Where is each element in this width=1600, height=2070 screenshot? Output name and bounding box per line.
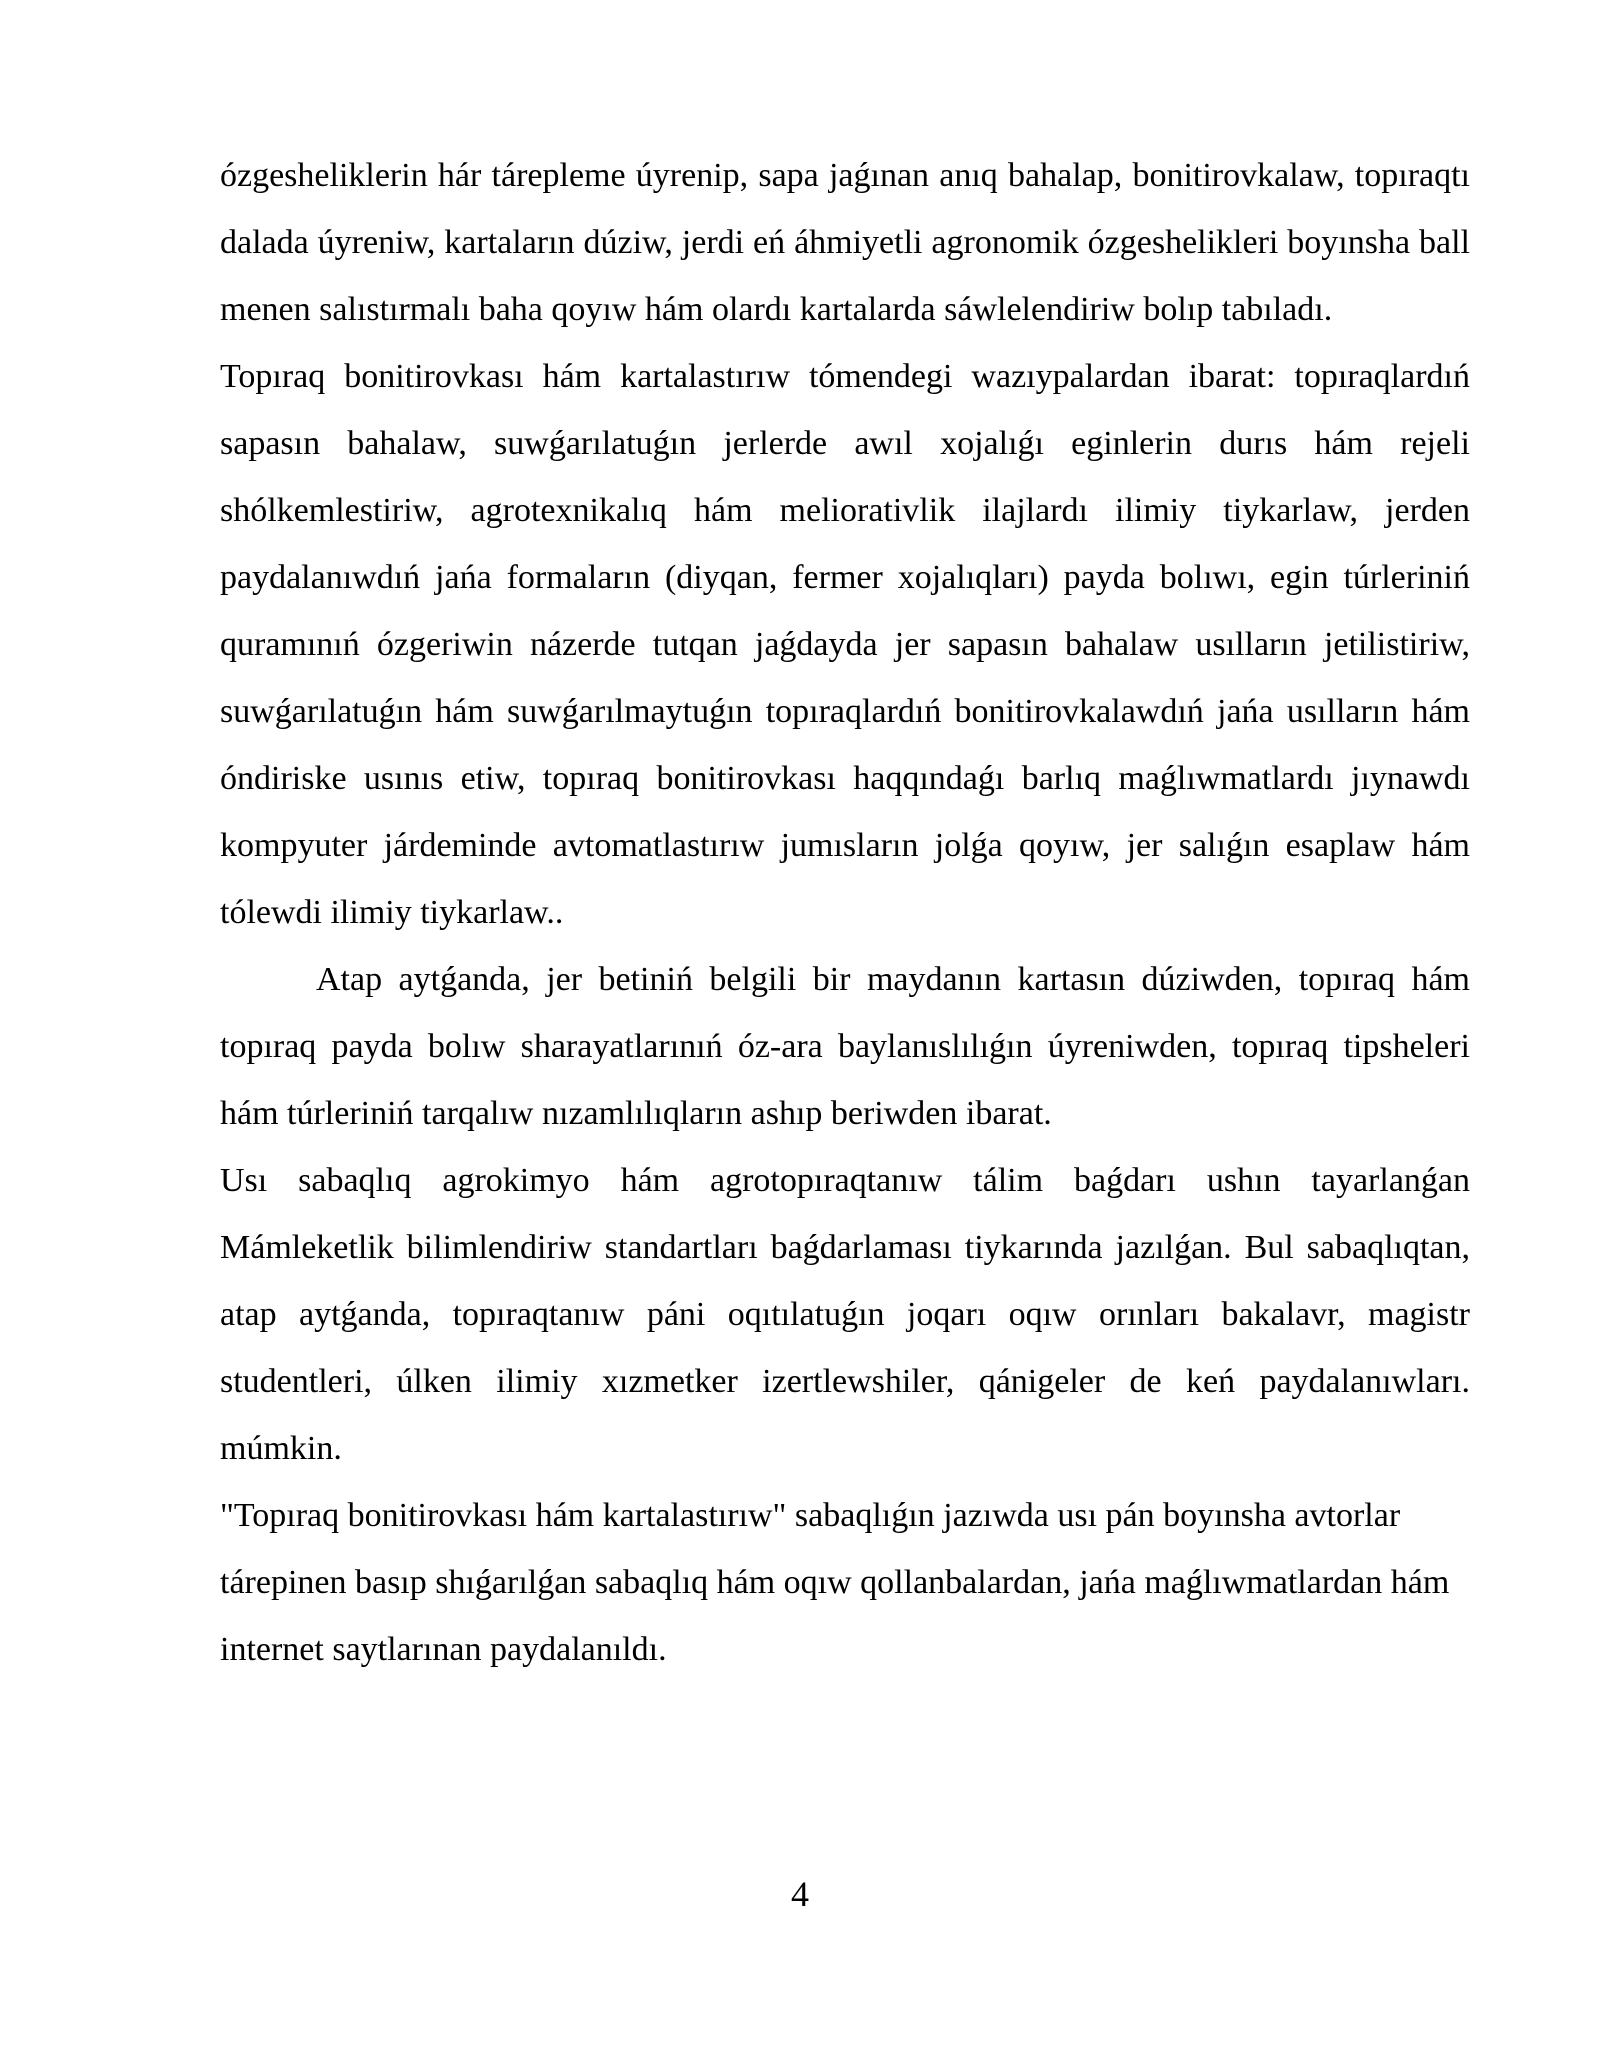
page-number: 4: [791, 1874, 809, 1914]
paragraph-4: Usı sabaqlıq agrokimyo hám agrotopıraqtanıw tálim baǵdarı ushın tayarlanǵan Mámleketlik bilimlendiriw standartları baǵdarlaması tiykarında jazılǵan. Bul sabaqlıqtan, atap aytǵanda, topıraqtanıw páni oqıtılatuǵın joqarı oqıw orınları bakalavr, magistr studentleri, úlken ilimiy xızmetker izertlewshiler, qánigeler de keń paydalanıwları. múmkin.: [220, 1162, 1470, 1467]
paragraph-1: ózgesheliklerin hár tárepleme úyrenip, sapa jaǵınan anıq bahalap, bonitirovkalaw, topıraqtı dalada úyreniw, kartaların dúziw, jerdi eń áhmiyetli agronomik ózgeshelikleri boyınsha ball menen salıstırmalı baha qoyıw hám olardı kartalarda sáwlelendiriw bolıp tabıladı.: [220, 157, 1470, 328]
paragraph-2: Topıraq bonitirovkası hám kartalastırıw tómendegi wazıypalardan ibarat: topıraqlardıń sapasın bahalaw, suwǵarılatuǵın jerlerde awıl xojalıǵı eginlerin durıs hám rejeli shólkemlestiriw, agrotexnikalıq hám meliorativlik ilajlardı ilimiy tiykarlaw, jerden paydalanıwdıń jańa formaların (diyqan, fermer xojalıqları) payda bolıwı, egin túrleriniń quramınıń ózgeriwin názerde tutqan jaǵdayda jer sapasın bahalaw usılların jetilistiriw, suwǵarılatuǵın hám suwǵarılmaytuǵın topıraqlardıń bonitirovkalawdıń jańa usılların hám óndiriske usınıs etiw, topıraq bonitirovkası haqqındaǵı barlıq maǵlıwmatlardı jıynawdı kompyuter járdeminde avtomatlastırıw jumısların jolǵa qoyıw, jer salıǵın esaplaw hám tólewdi ilimiy tiykarlaw..: [220, 358, 1470, 931]
paragraph-5: "Topıraq bonitirovkası hám kartalastırıw" sabaqlıǵın jazıwda usı pán boyınsha avtorlar tárepinen basıp shıǵarılǵan sabaqlıq hám oqıw qollanbalardan, jańa maǵlıwmatlardan hám internet saytlarınan paydalanıldı.: [220, 1497, 1450, 1668]
page-body: [220, 142, 1470, 1683]
paragraph-3: Atap aytǵanda, jer betiniń belgili bir maydanın kartasın dúziwden, topıraq hám topıraq payda bolıw sharayatlarınıń óz-ara baylanıslılıǵın úyreniwden, topıraq tipsheleri hám túrleriniń tarqalıw nızamlılıqların ashıp beriwden ibarat.: [220, 961, 1470, 1132]
